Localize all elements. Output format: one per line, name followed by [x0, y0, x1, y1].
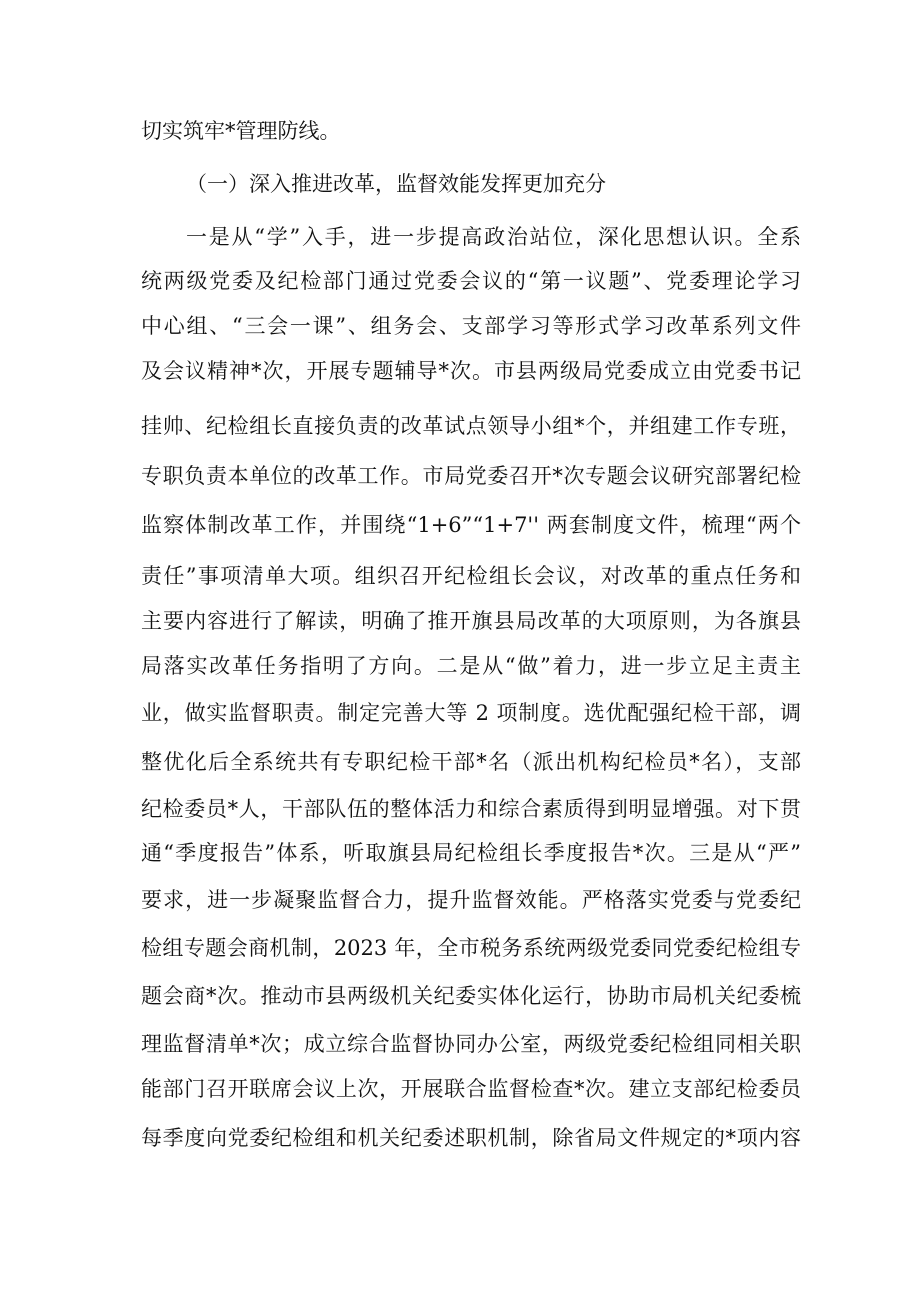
text-line: 通“季度报告”体系，听取旗县局纪检组长季度报告*次。三是从“严” — [141, 841, 801, 865]
text-line: 切实筑牢*管理防线。 — [141, 119, 341, 143]
text-line: 统两级党委及纪检部门通过党委会议的“第一议题”、党委理论学习 — [141, 269, 801, 293]
text-line: 责任”事项清单大项。组织召开纪检组长会议，对改革的重点任务和 — [141, 564, 801, 588]
text-line: 检组专题会商机制，2023 年，全市税务系统两级党委同党委纪检组专 — [141, 936, 801, 960]
text-line: 局落实改革任务指明了方向。二是从“做”着力，进一步立足主责主 — [141, 654, 801, 678]
text-line: 题会商*次。推动市县两级机关纪委实体化运行，协助市局机关纪委梳 — [141, 984, 801, 1008]
text-line: 纪检委员*人，干部队伍的整体活力和综合素质得到明显增强。对下贯 — [141, 797, 801, 821]
text-line: 专职负责本单位的改革工作。市局党委召开*次专题会议研究部署纪检 — [141, 464, 801, 488]
section-heading: （一）深入推进改革，监督效能发挥更加充分 — [186, 172, 606, 196]
text-line: 业，做实监督职责。制定完善大等 2 项制度。选优配强纪检干部，调 — [141, 701, 801, 725]
text-line: 挂帅、纪检组长直接负责的改革试点领导小组*个，并组建工作专班， — [141, 414, 801, 438]
text-line: 能部门召开联席会议上次，开展联合监督检查*次。建立支部纪检委员 — [141, 1077, 801, 1101]
text-line: 监察体制改革工作，并围绕“1+6”“1+7'' 两套制度文件，梳理“两个 — [141, 513, 801, 537]
text-line: 要求，进一步凝聚监督合力，提升监督效能。严格落实党委与党委纪 — [141, 888, 801, 912]
text-line: 整优化后全系统共有专职纪检干部*名（派出机构纪检员*名），支部 — [141, 750, 801, 774]
text-line: 理监督清单*次；成立综合监督协同办公室，两级党委纪检组同相关职 — [141, 1032, 801, 1056]
text-line: 一是从“学”入手，进一步提高政治站位，深化思想认识。全系 — [186, 225, 801, 249]
text-line: 每季度向党委纪检组和机关纪委述职机制，除省局文件规定的*项内容 — [141, 1126, 801, 1150]
text-line: 中心组、“三会一课”、组务会、支部学习等形式学习改革系列文件 — [141, 314, 801, 338]
text-line: 主要内容进行了解读，明确了推开旗县局改革的大项原则，为各旗县 — [141, 609, 801, 633]
text-line: 及会议精神*次，开展专题辅导*次。市县两级局党委成立由党委书记 — [141, 359, 801, 383]
